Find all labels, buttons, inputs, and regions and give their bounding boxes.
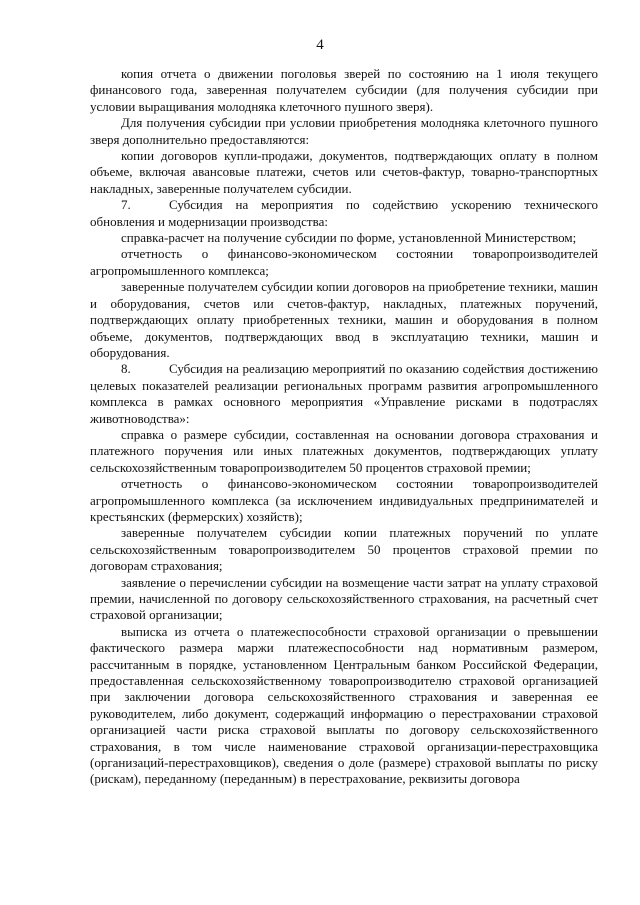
item-7-text: Субсидия на мероприятия по содействию ускорению технического обновления и модернизации производства: [90,197,598,229]
document-body [90,66,598,788]
paragraph: выписка из отчета о платежеспособности страховой организации о превышении фактического размера маржи платежеспособности над нормативным размером, рассчитанным в порядке, установленном Центральным банком Российской Федерации, предоставленная сельскохозяйственному товаропроизводителю страховой организацией при заключении договора сельскохозяйственного страхования и заверенная ее руководителем, либо документ, содержащий информацию о перестраховании страховой организацией части риска страховой выплаты по договору сельскохозяйственного страхования, в том числе наименование страховой организации-перестраховщика (организаций-перестраховщиков), сведения о доле (размере) страховой выплаты по риску (рискам), переданному (переданным) в перестрахование, реквизиты договора [90,623,598,787]
paragraph: отчетность о финансово-экономическом состоянии товаропроизводителей агропромышленного комплекса (за исключением индивидуальных предпринимателей и крестьянских (фермерских) хозяйств); [90,476,598,524]
paragraph: Для получения субсидии при условии приобретения молодняка клеточного пушного зверя дополнительно предоставляются: [90,115,598,147]
item-8-number: 8. [121,361,131,377]
item-8-heading [90,361,598,427]
paragraph: отчетность о финансово-экономическом состоянии товаропроизводителей агропромышленного комплекса; [90,246,598,278]
item-7-heading [90,197,598,230]
item-8-text: Субсидия на реализацию мероприятий по оказанию содействия достижению целевых показателей реализации региональных программ развития агропромышленного комплекса в рамках основного мероприятия «Управление рисками в подотраслях животноводства»: [90,361,598,426]
paragraph: справка-расчет на получение субсидии по форме, установленной Министерством; [121,230,577,246]
item-7-number: 7. [121,197,131,213]
paragraph: заверенные получателем субсидии копии договоров на приобретение техники, машин и оборудования, счетов или счетов-фактур, накладных, платежных поручений, подтверждающих оплату приобретенных техники, машин и оборудования в полном объеме, документов, подтверждающих ввод в эксплуатацию техники, машин и оборудования. [90,279,598,360]
page-number: 4 [316,37,324,53]
paragraph: заверенные получателем субсидии копии платежных поручений по уплате сельскохозяйственным товаропроизводителем 50 процентов страховой премии по договорам страхования; [90,525,598,574]
paragraph: копия отчета о движении поголовья зверей по состоянию на 1 июля текущего финансового года, заверенная получателем субсидии (для получения субсидии при условии выращивания молодняка клеточного пушного зверя). [90,66,598,114]
paragraph: заявление о перечислении субсидии на возмещение части затрат на уплату страховой премии, начисленной по договору сельскохозяйственного страхования, на расчетный счет страховой организации; [90,574,598,623]
paragraph: копии договоров купли-продажи, документов, подтверждающих оплату в полном объеме, включая авансовые платежи, счетов или счетов-фактур, товарно-транспортных накладных, заверенные получателем субсидии. [90,148,598,196]
paragraph: справка о размере субсидии, составленная на основании договора страхования и платежного поручения или иных платежных документов, подтверждающих уплату сельскохозяйственным товаропроизводителем 50 процентов страховой премии; [90,426,598,475]
